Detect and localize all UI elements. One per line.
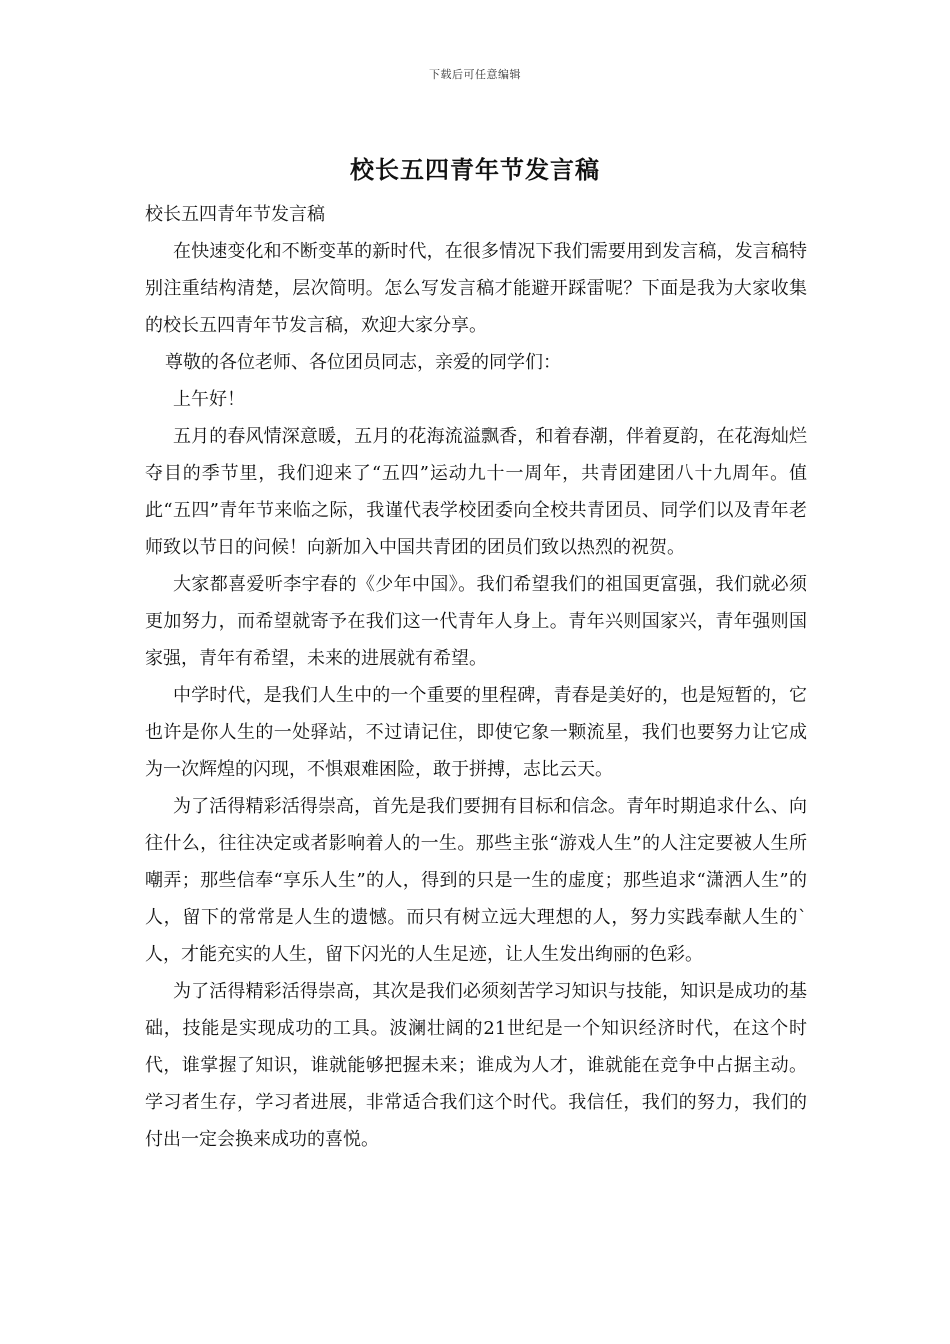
- salutation-paragraph: 尊敬的各位老师、各位团员同志，亲爱的同学们：: [165, 352, 561, 373]
- subtitle-paragraph: 校长五四青年节发言稿: [145, 204, 325, 225]
- body-paragraph: 为了活得精彩活得崇高，首先是我们要拥有目标和信念。青年时期追求什么、向往什么，往往决定或者影响着人的一生。那些主张“游戏人生”的人注定要被人生所嘲弄；那些信奉“享乐人生”的人，得到的只是一生的虚度；那些追求“潇洒人生”的人，留下的常常是人生的遗憾。而只有树立远大理想的人，努力实践奉献人生的`人，才能充实的人生，留下闪光的人生足迹，让人生发出绚丽的色彩。: [145, 796, 807, 965]
- body-paragraph: 中学时代，是我们人生中的一个重要的里程碑，青春是美好的，也是短暂的，它也许是你人生的一处驿站，不过请记住，即使它象一颗流星，我们也要努力让它成为一次辉煌的闪现，不惧艰难困险，敢于拼搏，志比云天。: [145, 685, 807, 780]
- greeting-paragraph: 上午好！: [173, 389, 245, 410]
- body-paragraph: 为了活得精彩活得崇高，其次是我们必须刻苦学习知识与技能，知识是成功的基础，技能是实现成功的工具。波澜壮阔的21世纪是一个知识经济时代，在这个时代，谁掌握了知识，谁就能够把握未来；谁成为人才，谁就能在竞争中占据主动。学习者生存，学习者进展，非常适合我们这个时代。我信任，我们的努力，我们的付出一定会换来成功的喜悦。: [145, 981, 807, 1150]
- document-body: [145, 196, 807, 1158]
- page-title: 校长五四青年节发言稿: [350, 155, 600, 184]
- intro-paragraph: 在快速变化和不断变革的新时代，在很多情况下我们需要用到发言稿，发言稿特别注重结构清楚，层次简明。怎么写发言稿才能避开踩雷呢？下面是我为大家收集的校长五四青年节发言稿，欢迎大家分享。: [145, 241, 807, 336]
- body-paragraph: 大家都喜爱听李宇春的《少年中国》。我们希望我们的祖国更富强，我们就必须更加努力，而希望就寄予在我们这一代青年人身上。青年兴则国家兴，青年强则国家强，青年有希望，未来的进展就有希望。: [145, 574, 807, 669]
- header-note: 下载后可任意编辑: [429, 68, 521, 81]
- body-paragraph: 五月的春风情深意暖，五月的花海流溢飘香，和着春潮，伴着夏韵，在花海灿烂夺目的季节里，我们迎来了“五四”运动九十一周年，共青团建团八十九周年。值此“五四”青年节来临之际，我谨代表学校团委向全校共青团员、同学们以及青年老师致以节日的问候！向新加入中国共青团的团员们致以热烈的祝贺。: [145, 426, 807, 558]
